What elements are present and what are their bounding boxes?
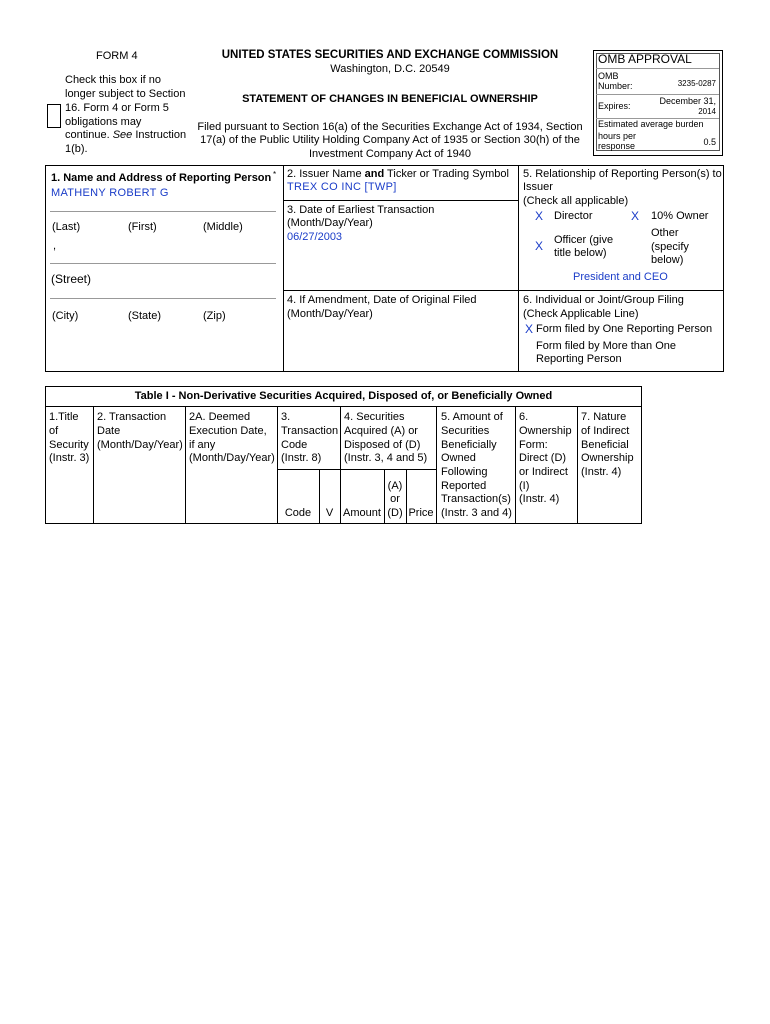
section2-title: 2. Issuer Name and Ticker or Trading Symbol: [287, 168, 509, 180]
one-person-label: Form filed by One Reporting Person: [536, 323, 713, 335]
director-label: Director: [554, 210, 593, 222]
officer-label: title below): [554, 247, 607, 259]
no-longer-subject-checkbox[interactable]: [47, 104, 61, 128]
omb-hours-label: response: [598, 141, 636, 151]
omb-number-label: Number:: [598, 81, 633, 91]
omb-number-label: OMB: [598, 71, 619, 81]
more-persons-label: Form filed by More than One: [536, 340, 677, 352]
omb-expires-value: December 31,: [659, 96, 716, 106]
omb-title: OMB APPROVAL: [598, 52, 692, 66]
section6-title: (Check Applicable Line): [523, 308, 639, 320]
section5-title: Issuer: [523, 181, 553, 193]
omb-hours-value: 0.5: [703, 137, 716, 147]
statement-title: STATEMENT OF CHANGES IN BENEFICIAL OWNERSHIP: [242, 93, 538, 105]
omb-number-value: 3235-0287: [677, 79, 716, 88]
issuer-name: TREX CO INC [TWP]: [287, 181, 397, 193]
more-persons-label: Reporting Person: [536, 353, 622, 365]
subheader-amount: Amount: [343, 507, 381, 519]
section6-title: 6. Individual or Joint/Group Filing: [523, 294, 684, 306]
address-comma: ,: [53, 240, 57, 252]
other-label: (specify: [651, 241, 689, 253]
section4-title: 4. If Amendment, Date of Original Filed: [287, 294, 477, 306]
officer-label: Officer (give: [554, 234, 614, 246]
city-label: (City): [52, 310, 79, 322]
section4-title: (Month/Day/Year): [287, 308, 373, 320]
section3-title: (Month/Day/Year): [287, 217, 373, 229]
filed-pursuant-line: Investment Company Act of 1940: [308, 148, 472, 160]
subheader-v: V: [325, 507, 334, 519]
agency-title: UNITED STATES SECURITIES AND EXCHANGE COMMISSION: [221, 49, 559, 61]
omb-expires-label: Expires:: [598, 101, 631, 111]
earliest-transaction-date: 06/27/2003: [287, 231, 343, 243]
officer-check[interactable]: X: [535, 239, 544, 253]
street-label: (Street): [51, 272, 92, 286]
first-label: (First): [128, 221, 157, 233]
section5-title: (Check all applicable): [523, 195, 629, 207]
reporting-person-name: MATHENY ROBERT G: [51, 187, 169, 199]
omb-hours-label: hours per: [598, 131, 637, 141]
section5-title: 5. Relationship of Reporting Person(s) to: [523, 168, 722, 180]
state-label: (State): [128, 310, 162, 322]
form-label: FORM 4: [96, 50, 138, 62]
filed-pursuant-line: 17(a) of the Public Utility Holding Company Act of 1935 or Section 30(h) of the: [200, 134, 580, 146]
filed-pursuant-line: Filed pursuant to Section 16(a) of the Securities Exchange Act of 1934, Section: [197, 121, 583, 133]
section1-title: 1. Name and Address of Reporting Person: [51, 172, 272, 184]
omb-expires-value: 2014: [698, 107, 716, 116]
omb-burden-label: Estimated average burden: [598, 119, 704, 129]
other-label: below): [651, 254, 684, 266]
asterisk-footnote: *: [273, 170, 277, 179]
ten-percent-owner-label: 10% Owner: [651, 210, 709, 222]
zip-label: (Zip): [203, 310, 226, 322]
check-text-line: continue. See Instruction: [65, 129, 187, 141]
table1-title: Table I - Non-Derivative Securities Acquired, Disposed of, or Beneficially Owned: [134, 390, 553, 402]
agency-city: Washington, D.C. 20549: [330, 63, 450, 75]
subheader-price: Price: [408, 507, 434, 519]
check-text-line: obligations may: [65, 116, 142, 128]
check-text-line: Check this box if no: [65, 74, 161, 86]
check-text-line: 1(b).: [65, 143, 88, 155]
check-text-line: longer subject to Section: [65, 88, 186, 100]
check-text-line: 16. Form 4 or Form 5: [65, 102, 169, 114]
director-check[interactable]: X: [535, 209, 544, 223]
middle-label: (Middle): [203, 221, 243, 233]
subheader-code: Code: [284, 507, 312, 519]
other-label: Other: [651, 227, 679, 239]
section3-title: 3. Date of Earliest Transaction: [287, 204, 435, 216]
ten-percent-owner-check[interactable]: X: [631, 209, 640, 223]
officer-title: President and CEO: [573, 271, 668, 283]
last-label: (Last): [52, 221, 81, 233]
one-person-check[interactable]: X: [525, 322, 534, 336]
